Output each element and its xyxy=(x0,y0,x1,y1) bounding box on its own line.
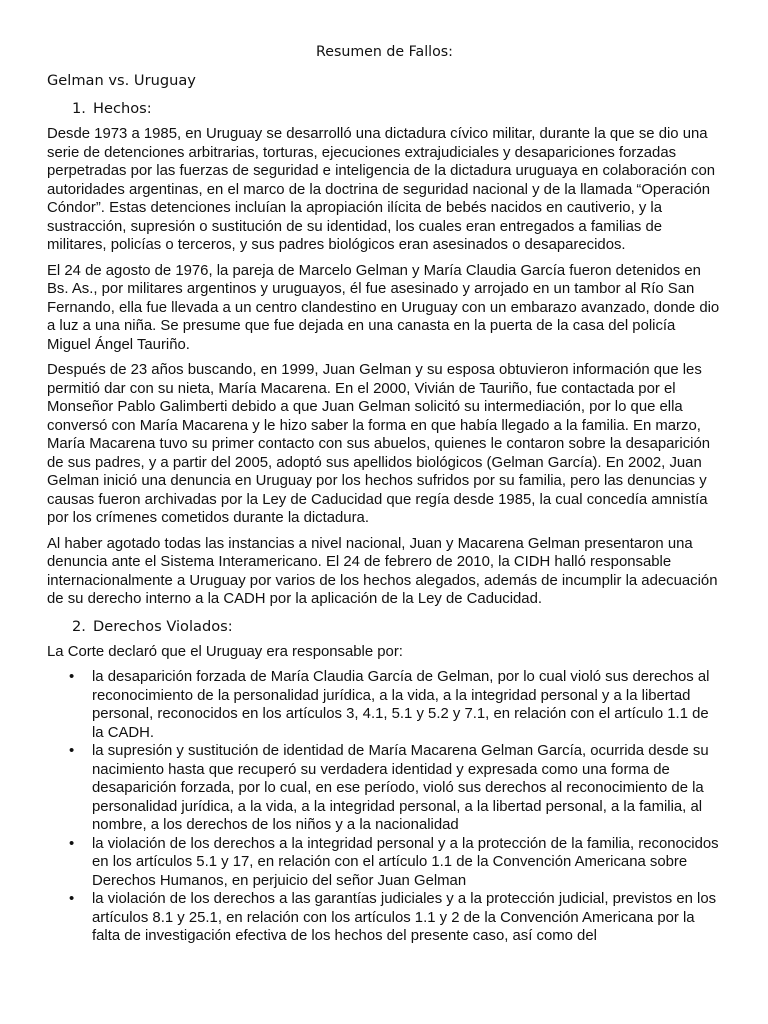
section-number: 1. xyxy=(72,100,86,117)
bullet-list xyxy=(47,668,722,946)
section-title: Hechos: xyxy=(93,100,152,117)
bullet-icon: • xyxy=(69,835,75,852)
bullet-icon: • xyxy=(69,669,75,685)
paragraph: La Corte declaró que el Uruguay era responsable por: xyxy=(47,643,403,660)
list-item-text: la supresión y sustitución de identidad de María Macarena Gelman García, ocurrida desde su nacimiento hasta que recuperó su verdadera identidad y expresada como una forma de desaparición forzada, por lo cual, en ese período, violó sus derechos al reconocimiento de la personalidad jurídica, a la vida, a la integridad personal, a la libertad personal, a la familia, al nombre, a los derechos de los niños y a la nacionalidad xyxy=(92,743,709,833)
list-item xyxy=(47,742,722,835)
paragraph: El 24 de agosto de 1976, la pareja de Marcelo Gelman y María Claudia García fueron detenidos en Bs. As., por militares argentinos y uruguayos, él fue asesinado y arrojado en un tambor al Río San Fernando, ella fue llevada a un centro clandestino en Uruguay con un embarazo avanzado, donde dio a luz a una niña. Se presume que fue dejada en una canasta en la puerta de la casa del policía Miguel Ángel Tauriño. xyxy=(47,262,720,353)
bullet-icon: • xyxy=(69,891,75,907)
paragraph: Después de 23 años buscando, en 1999, Juan Gelman y su esposa obtuvieron información que les permitió dar con su nieta, María Macarena. En el 2000, Vivián de Tauriño, fue contactada por el Monseñor Pablo Galimberti debido a que Juan Gelman solicitó su intermediación, por lo que ella conversó con María Macarena y le hizo saber la forma en que había llegado a la familia. En marzo, María Macarena tuvo su primer contacto con sus abuelos, quienes le contaron sobre la desaparición de sus padres, y a partir del 2005, adoptó sus apellidos biológicos (Gelman García). En 2002, Juan Gelman inició una denuncia en Uruguay por los hechos sufridos por su familia, pero las denuncias y causas fueron archivadas por la Ley de Caducidad que regía desde 1985, la cual concedía amnistía por los crímenes cometidos durante la dictadura. xyxy=(47,362,711,526)
list-item-text: la violación de los derechos a las garantías judiciales y a la protección judicial, previstos en los artículos 8.1 y 25.1, en relación con los artículos 1.1 y 2 de la Convención Americana por la falta de investigación efectiva de los hechos del presente caso, así como del xyxy=(92,891,717,944)
section-title: Derechos Violados: xyxy=(93,617,233,635)
list-item xyxy=(47,890,722,946)
case-name: Gelman vs. Uruguay xyxy=(47,72,196,89)
list-item-text: la desaparición forzada de María Claudia García de Gelman, por lo cual violó sus derechos al reconocimiento de la personalidad jurídica, a la vida, a la integridad personal y a la libertad personal, reconocidos en los artículos 3, 4.1, 5.1 y 5.2 y 7.1, en relación con el artículo 1.1 de la CADH. xyxy=(92,669,710,741)
bullet-icon: • xyxy=(69,743,75,759)
document-page xyxy=(47,40,722,946)
paragraph: Desde 1973 a 1985, en Uruguay se desarrolló una dictadura cívico militar, durante la que se dio una serie de detenciones arbitrarias, torturas, ejecuciones extrajudiciales y desapariciones forzadas perpetradas por las fuerzas de seguridad e inteligencia de la dictadura uruguaya en colaboración con autoridades argentinas, en el marco de la doctrina de seguridad nacional y de la llamada “Operación Cóndor”. Estas detenciones incluían la apropiación ilícita de bebés nacidos en cautiverio, y la sustracción, supresión o sustitución de su identidad, los cuales eran entregados a familias de militares, policías o terceros, y sus padres biológicos eran asesinados o desaparecidos. xyxy=(47,126,716,253)
section-heading-derechos-violados xyxy=(47,616,722,638)
section-number: 2. xyxy=(72,617,86,635)
list-item xyxy=(47,835,722,891)
list-item-text: la violación de los derechos a la integridad personal y a la protección de la familia, reconocidos en los artículos 5.1 y 17, en relación con el artículo 1.1 de la Convención Americana sobre Derechos Humanos, en perjuicio del señor Juan Gelman xyxy=(92,835,719,889)
section-heading-hechos xyxy=(47,98,722,120)
list-item xyxy=(47,668,722,742)
paragraph: Al haber agotado todas las instancias a nivel nacional, Juan y Macarena Gelman presentaron una denuncia ante el Sistema Interamericano. El 24 de febrero de 2010, la CIDH halló responsable internacionalmente a Uruguay por varios de los hechos alegados, además de incumplir la adecuación de su derecho interno a la CADH por la aplicación de la Ley de Caducidad. xyxy=(47,535,718,607)
document-title: Resumen de Fallos: xyxy=(316,44,453,60)
